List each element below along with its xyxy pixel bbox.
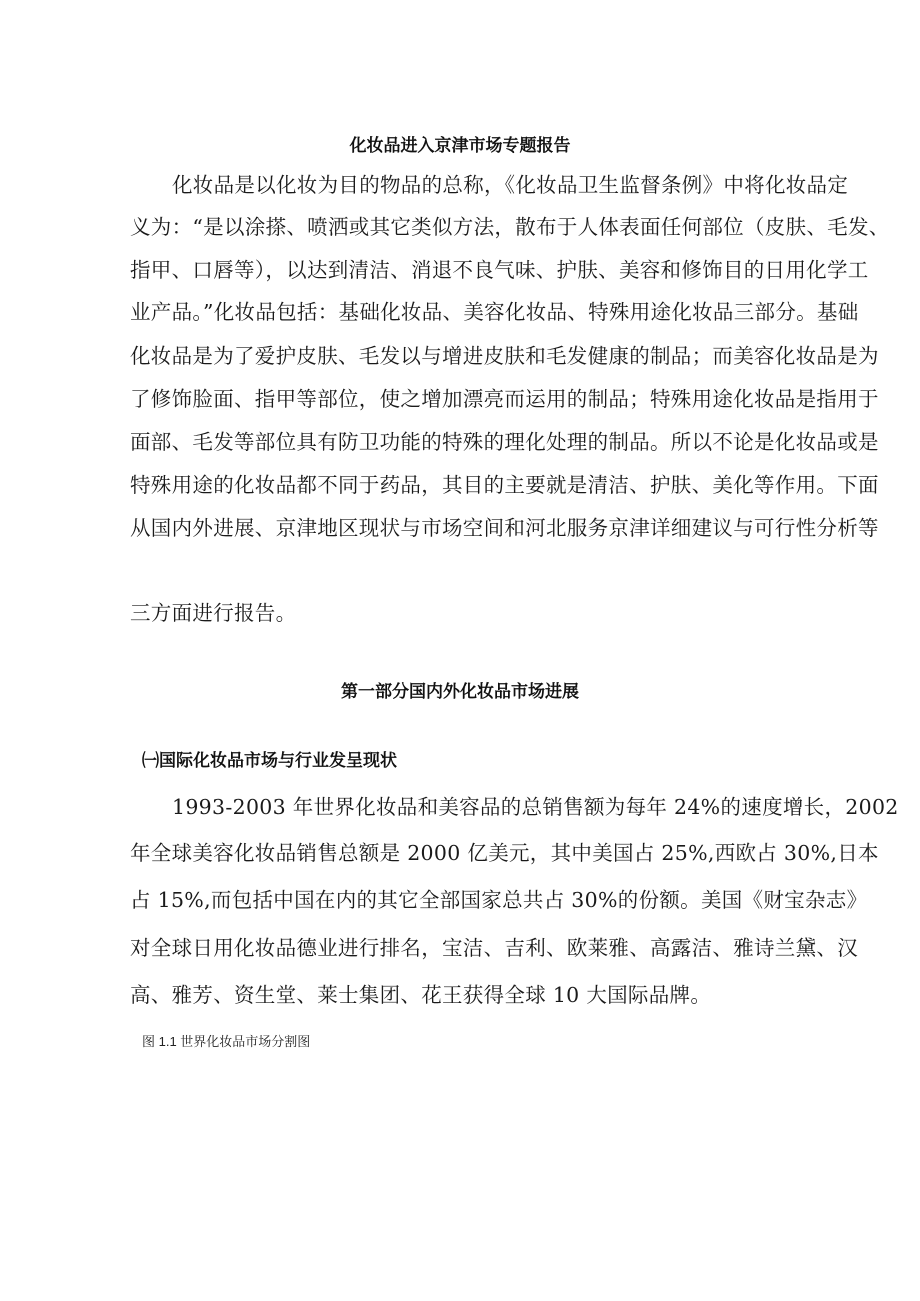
intro-line-1: 化妆品是以化妆为目的物品的总称，《化妆品卫生监督条例》中将化妆品定 [172,173,849,197]
section1-heading: ㈠国际化妆品市场与行业发呈现状 [142,751,397,771]
document-title: 化妆品进入京津市场专题报告 [349,136,571,156]
intro-line-4: 业产品。”化妆品包括：基础化妆品、美容化妆品、特殊用途化妆品三部分。基础 [130,300,859,324]
figure-caption: 图 1.1 世界化妆品市场分割图 [142,1034,311,1049]
section1-line-5: 高、雅芳、资生堂、莱士集团、花王获得全球 10 大国际品牌。 [130,983,712,1007]
part1-heading: 第一部分国内外化妆品市场进展 [341,682,579,702]
section1-line-2: 年全球美容化妆品销售总额是 2000 亿美元，其中美国占 25%,西欧占 30%,日本 [130,841,879,865]
intro-line-10: 三方面进行报告。 [130,601,297,625]
intro-line-9: 从国内外进展、京津地区现状与市场空间和河北服务京津详细建议与可行性分析等 [130,516,879,540]
intro-line-2: 义为：“是以涂搽、喷洒或其它类似方法，散布于人体表面任何部位（皮肤、毛发、 [130,215,890,239]
intro-line-3: 指甲、口唇等），以达到清洁、消退不良气味、护肤、美容和修饰目的日用化学工 [130,258,869,282]
section1-line-4: 对全球日用化妆品德业进行排名，宝洁、吉利、欧莱雅、高露洁、雅诗兰黛、汉 [130,936,858,960]
intro-line-5: 化妆品是为了爱护皮肤、毛发以与增进皮肤和毛发健康的制品；而美容化妆品是为 [130,344,879,368]
section1-line-3: 占 15%,而包括中国在内的其它全部国家总共占 30%的份额。美国《财宝杂志》 [130,888,868,912]
intro-line-6: 了修饰脸面、指甲等部位，使之增加漂亮而运用的制品；特殊用途化妆品是指用于 [130,387,879,411]
section1-line-1: 1993-2003 年世界化妆品和美容品的总销售额为每年 24%的速度增长，2002 [172,795,899,819]
intro-line-7: 面部、毛发等部位具有防卫功能的特殊的理化处理的制品。所以不论是化妆品或是 [130,430,879,454]
intro-line-8: 特殊用途的化妆品都不同于药品，其目的主要就是清洁、护肤、美化等作用。下面 [130,473,879,497]
